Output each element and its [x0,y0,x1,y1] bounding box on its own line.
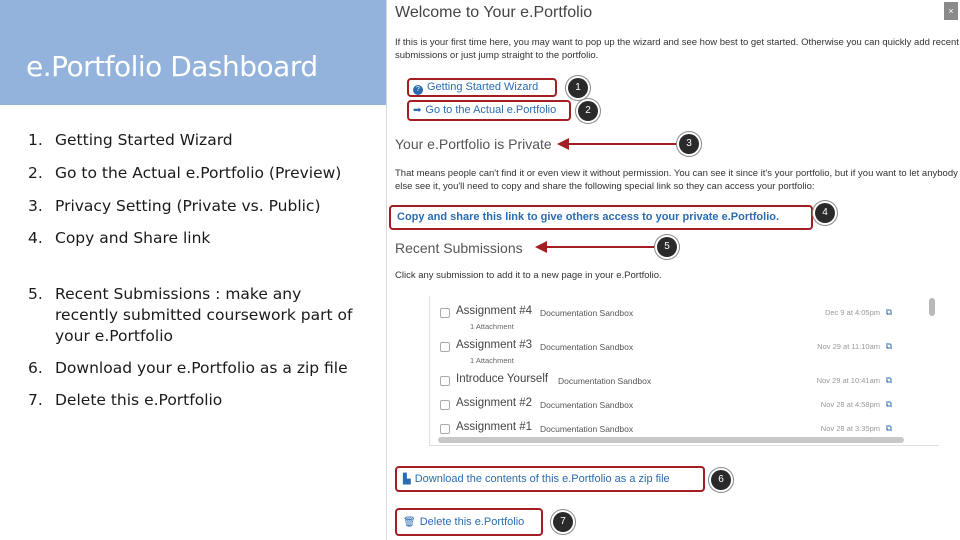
external-link-icon[interactable]: ⧉ [885,341,892,351]
download-zip-link[interactable]: ▙ Download the contents of this e.Portfolio as a zip file [395,466,705,492]
delete-eportfolio-link[interactable]: 🗑 Delete this e.Portfolio [395,508,543,536]
vertical-scrollbar[interactable] [929,298,935,316]
callout-badge-3: 3 [679,134,699,154]
file-icon: ▙ [403,474,411,485]
welcome-heading: Welcome to Your e.Portfolio [395,4,593,21]
horizontal-scrollbar[interactable] [438,437,904,443]
list-item: 1. Getting Started Wizard [28,131,233,149]
external-link-icon[interactable]: ⧉ [885,399,892,409]
trash-icon: 🗑 [403,517,416,528]
submission-checkbox[interactable] [440,400,450,410]
callout-badge-6: 6 [711,470,731,490]
callout-badge-4: 4 [815,203,835,223]
list-item: 6. Download your e.Portfolio as a zip file [28,359,348,377]
callout-badge-1: 1 [568,78,588,98]
question-icon: ? [413,85,423,95]
list-item[interactable]: Assignment #1 Documentation Sandbox Nov 28 at 3:35pm ⧉ [440,418,910,440]
submission-checkbox[interactable] [440,376,450,386]
close-button[interactable]: × [944,2,958,20]
list-item: 2. Go to the Actual e.Portfolio (Preview) [28,164,342,182]
actual-eportfolio-link[interactable]: ➡ Go to the Actual e.Portfolio [407,100,571,121]
list-item[interactable]: Introduce Yourself Documentation Sandbox Nov 29 at 10:41am ⧉ [440,370,910,392]
callout-badge-2: 2 [578,101,598,121]
slide-title-bar [0,0,386,105]
submission-checkbox[interactable] [440,424,450,434]
submission-checkbox[interactable] [440,342,450,352]
callout-badge-7: 7 [553,512,573,532]
arrow-right-icon: ➡ [413,105,422,116]
list-item[interactable]: Assignment #2 Documentation Sandbox Nov 28 at 4:58pm ⧉ [440,394,910,416]
submission-checkbox[interactable] [440,308,450,318]
external-link-icon[interactable]: ⧉ [885,375,892,385]
callout-badge-5: 5 [657,237,677,257]
list-item: 5. Recent Submissions : make any recently submitted coursework part of your e.Portfolio [28,285,353,345]
list-item: 3. Privacy Setting (Private vs. Public) [28,197,321,215]
list-item[interactable]: Assignment #4 Documentation Sandbox 1 Attachment Dec 9 at 4:05pm ⧉ [440,302,910,324]
intro-text: If this is your first time here, you may want to pop up the wizard and see how best to get started. Otherwise you can quickly add recent submissions or just jump straight to the portfolio. [395,37,959,61]
list-item: 4. Copy and Share link [28,229,211,247]
private-heading: Your e.Portfolio is Private [395,136,552,152]
getting-started-wizard-link[interactable]: ? Getting Started Wizard [407,78,557,97]
slide-title: e.Portfolio Dashboard [26,50,318,83]
list-item: 7. Delete this e.Portfolio [28,391,223,409]
recent-submissions-text: Click any submission to add it to a new page in your e.Portfolio. [395,270,662,281]
private-text: That means people can't find it or even view it without permission. You can see it since it's your portfolio, but if you want to let anybody else see it, you'll need to copy and share the following special link so they can access your portfolio: [395,168,958,192]
list-item[interactable]: Assignment #3 Documentation Sandbox 1 Attachment Nov 29 at 11:10am ⧉ [440,336,910,358]
submissions-list [429,296,939,446]
recent-submissions-heading: Recent Submissions [395,240,523,256]
external-link-icon[interactable]: ⧉ [885,423,892,433]
external-link-icon[interactable]: ⧉ [885,307,892,317]
eportfolio-screenshot [386,0,960,540]
copy-share-link[interactable]: Copy and share this link to give others access to your private e.Portfolio. [389,205,813,230]
